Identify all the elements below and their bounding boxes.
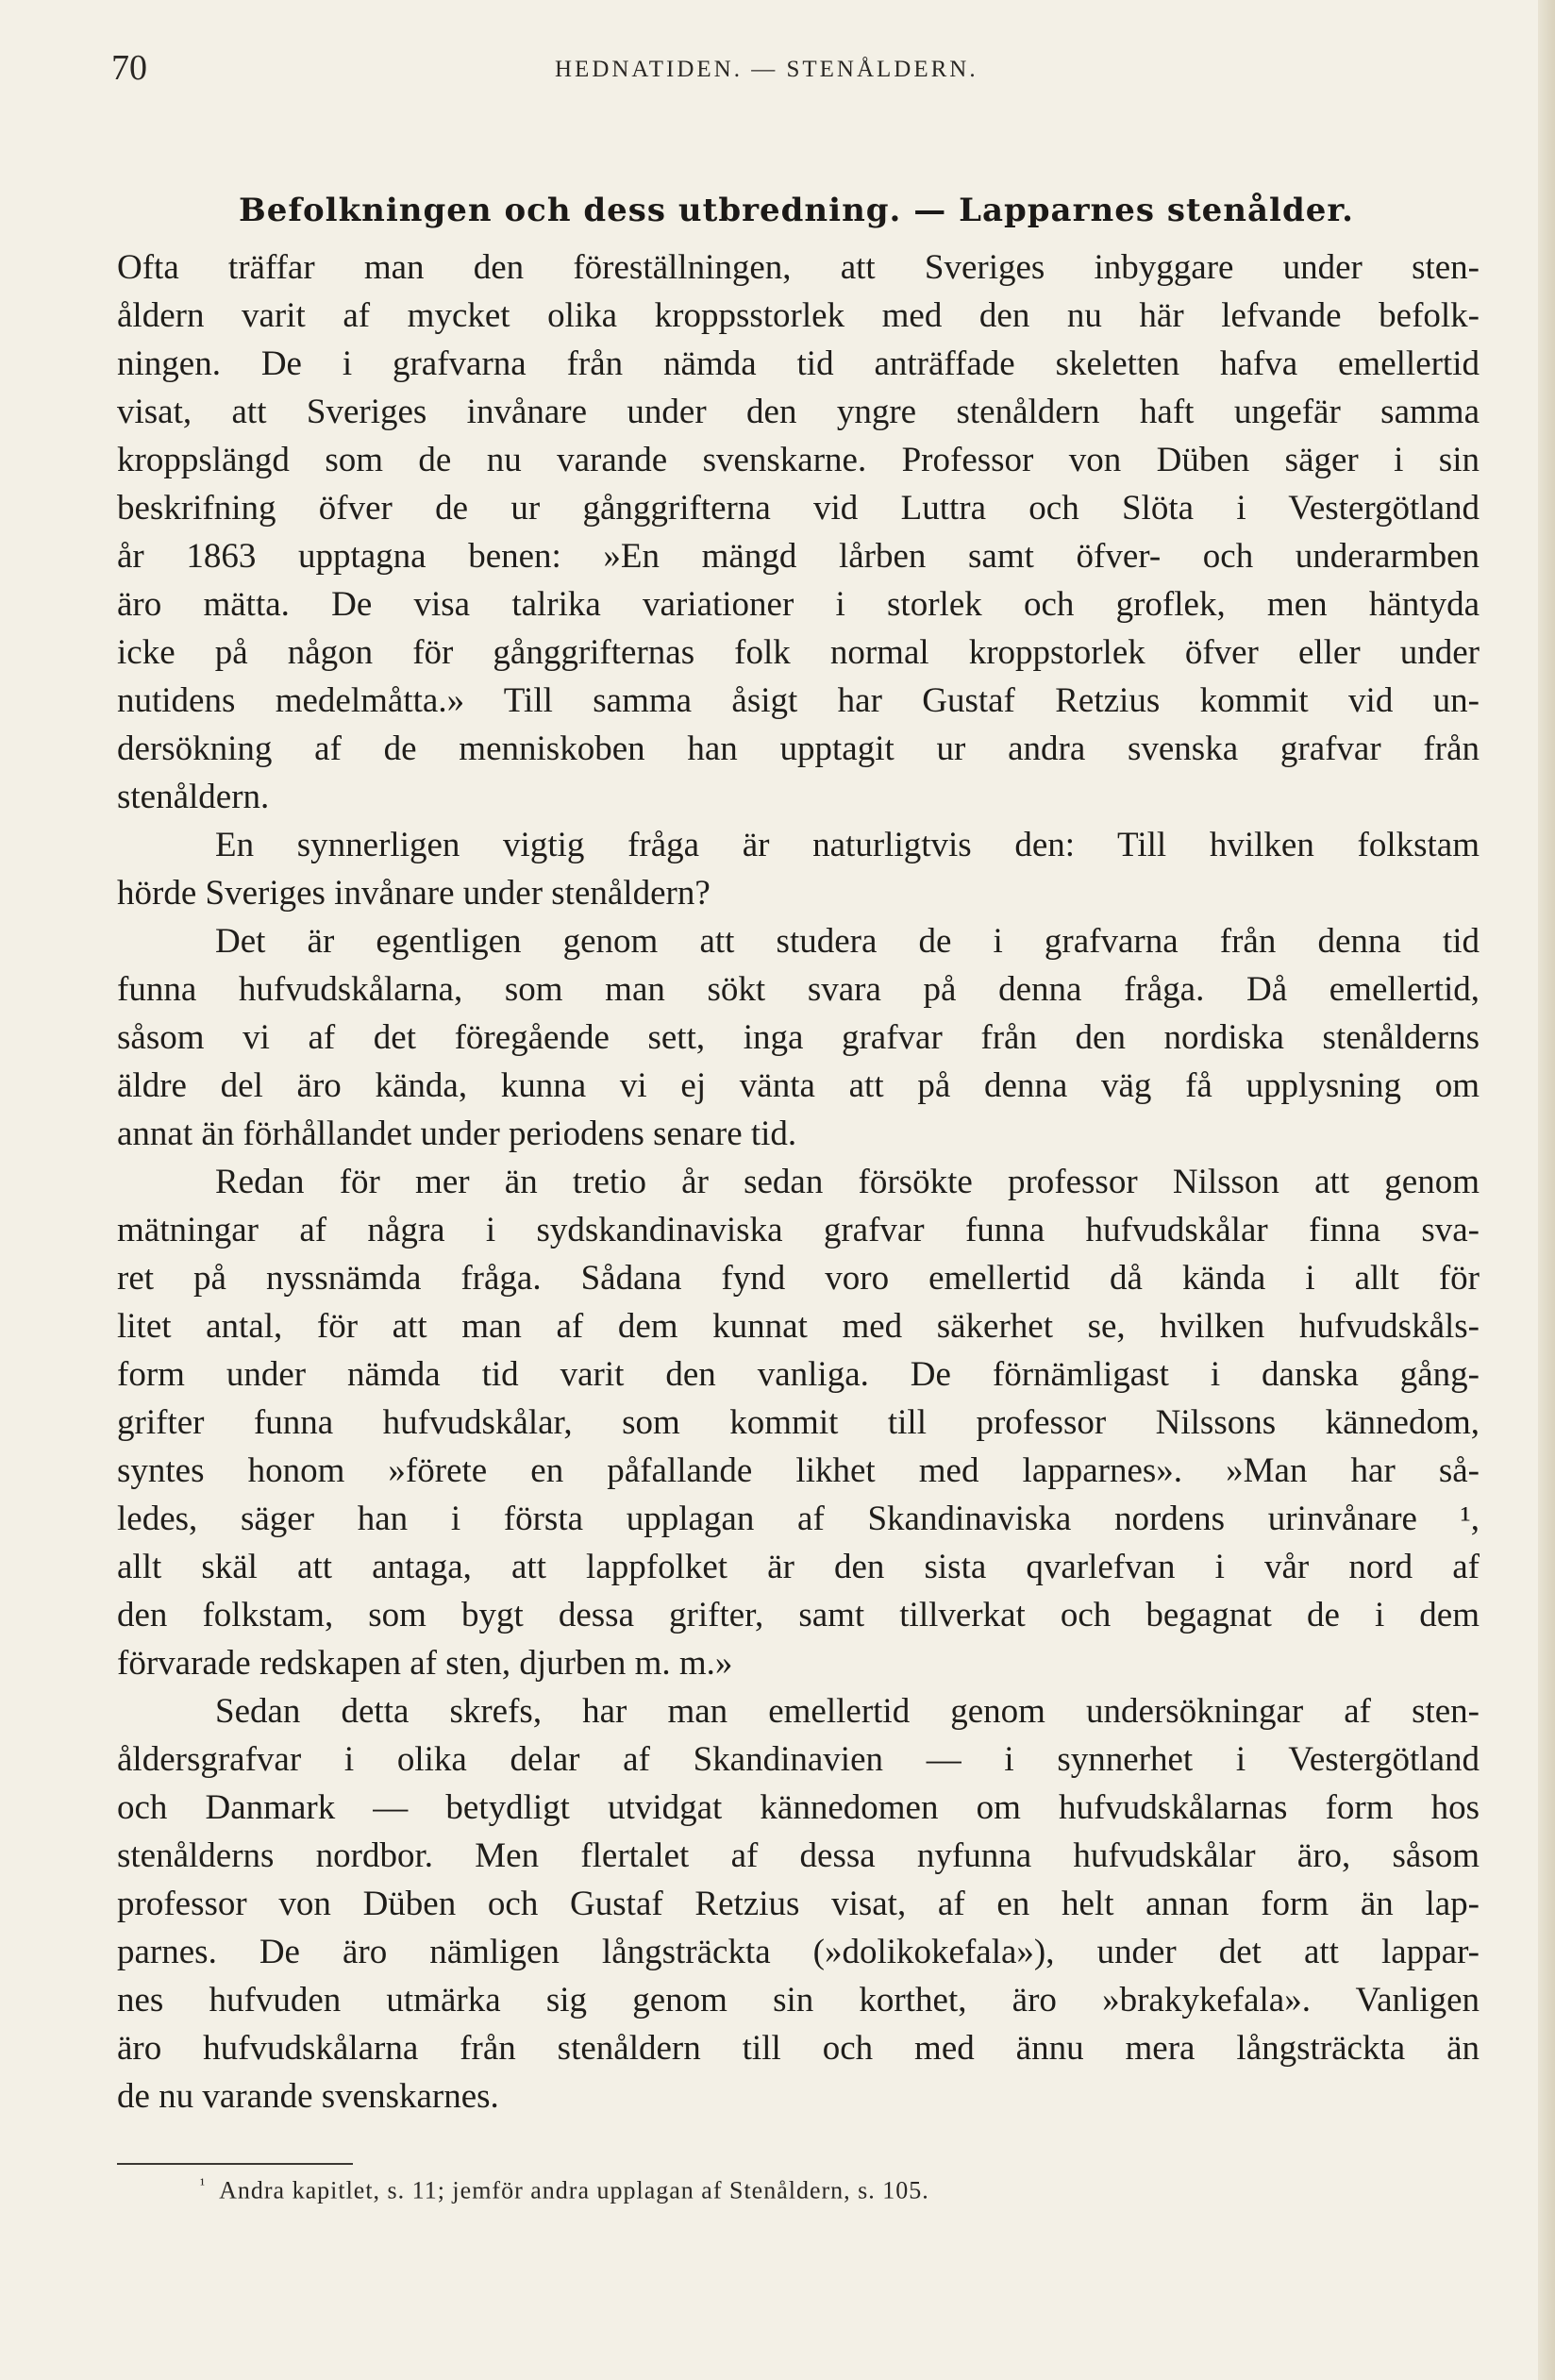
text-line: Redan för mer än tretio år sedan försökte professor Nilsson att genom [215, 1163, 1480, 1201]
text-line: En synnerligen vigtig fråga är naturligtvis den: Till hvilken folkstam [215, 826, 1480, 864]
text-line: såsom vi af det föregående sett, inga grafvar från den nordiska stenålderns [117, 1018, 1480, 1057]
footnote-text: Andra kapitlet, s. 11; jemför andra upplagan af Stenåldern, s. 105. [219, 2176, 929, 2204]
text-line: äro hufvudskålarna från stenåldern till och med ännu mera långsträckta än [117, 2029, 1480, 2068]
footnote-marker: ¹ [200, 2175, 207, 2193]
text-line: stenåldern. [117, 778, 270, 816]
paragraph [117, 1687, 1480, 2120]
text-line: stenålderns nordbor. Men flertalet af dessa nyfunna hufvudskålar äro, såsom [117, 1836, 1480, 1875]
text-line: dersökning af de menniskoben han upptagit ur andra svenska grafvar från [117, 729, 1480, 768]
text-line: åldern varit af mycket olika kroppsstorlek med den nu här lefvande befolk- [117, 296, 1480, 335]
text-line: funna hufvudskålarna, som man sökt svara på denna fråga. Då emellertid, [117, 970, 1480, 1009]
running-title: HEDNATIDEN. — STENÅLDERN. [555, 57, 978, 82]
text-line: åldersgrafvar i olika delar af Skandinavien — i synnerhet i Vestergötland [117, 1740, 1480, 1779]
text-line: allt skäl att antaga, att lappfolket är den sista qvarlefvan i vår nord af [117, 1548, 1480, 1586]
text-line: beskrifning öfver de ur gånggrifterna vid Luttra och Slöta i Vestergötland [117, 489, 1480, 528]
page-number: 70 [111, 48, 147, 88]
text-line: de nu varande svenskarnes. [117, 2077, 499, 2116]
running-head [111, 47, 1489, 104]
text-line: ledes, säger han i första upplagan af Skandinaviska nordens urinvånare ¹, [117, 1500, 1480, 1538]
text-line: hörde Sveriges invånare under stenåldern? [117, 874, 711, 913]
text-line: ningen. De i grafvarna från nämda tid anträffade skeletten hafva emellertid [117, 344, 1480, 383]
page-edge-shadow [1538, 0, 1555, 2380]
footnote [200, 2175, 929, 2205]
text-line: Ofta träffar man den föreställningen, att Sveriges inbyggare under sten- [117, 248, 1480, 287]
text-line: nes hufvuden utmärka sig genom sin korthet, äro »brakykefala». Vanligen [117, 1981, 1480, 2020]
paragraph [117, 821, 1480, 917]
text-line: mätningar af några i sydskandinaviska grafvar funna hufvudskålar finna sva- [117, 1211, 1480, 1249]
text-line: äldre del äro kända, kunna vi ej vänta att på denna väg få upplysning om [117, 1066, 1480, 1105]
text-line: den folkstam, som bygt dessa grifter, samt tillverkat och begagnat de i dem [117, 1596, 1480, 1634]
paragraph [117, 917, 1480, 1158]
text-line: och Danmark — betydligt utvidgat kännedomen om hufvudskålarnas form hos [117, 1788, 1480, 1827]
text-line: ret på nyssnämda fråga. Sådana fynd voro emellertid då kända i allt för [117, 1259, 1480, 1298]
text-line: annat än förhållandet under periodens senare tid. [117, 1115, 797, 1153]
text-line: år 1863 upptagna benen: »En mängd lårben samt öfver- och underarmben [117, 537, 1480, 576]
text-line: grifter funna hufvudskålar, som kommit till professor Nilssons kännedom, [117, 1403, 1480, 1442]
text-line: professor von Düben och Gustaf Retzius visat, af en helt annan form än lap- [117, 1885, 1480, 1923]
text-line: äro mätta. De visa talrika variationer i storlek och groflek, men häntyda [117, 585, 1480, 624]
body-text [117, 243, 1480, 2120]
section-heading: Befolkningen och dess utbredning. — Lapparnes stenålder. [238, 192, 1355, 229]
text-line: Det är egentligen genom att studera de i grafvarna från denna tid [215, 922, 1480, 961]
text-line: litet antal, för att man af dem kunnat med säkerhet se, hvilken hufvudskåls- [117, 1307, 1480, 1346]
text-line: icke på någon för gånggrifternas folk normal kroppstorlek öfver eller under [117, 633, 1480, 672]
text-line: kroppslängd som de nu varande svenskarne. Professor von Düben säger i sin [117, 441, 1480, 479]
text-line: form under nämda tid varit den vanliga. De förnämligast i danska gång- [117, 1355, 1480, 1394]
paragraph [117, 1158, 1480, 1687]
paragraph [117, 243, 1480, 821]
footnote-rule [117, 2163, 353, 2165]
text-line: nutidens medelmåtta.» Till samma åsigt har Gustaf Retzius kommit vid un- [117, 681, 1480, 720]
text-line: parnes. De äro nämligen långsträckta (»dolikokefala»), under det att lappar- [117, 1933, 1480, 1971]
text-line: förvarade redskapen af sten, djurben m. m.» [117, 1644, 733, 1683]
text-line: syntes honom »förete en påfallande likhet med lapparnes». »Man har så- [117, 1451, 1480, 1490]
text-line: visat, att Sveriges invånare under den yngre stenåldern haft ungefär samma [117, 393, 1480, 431]
text-line: Sedan detta skrefs, har man emellertid genom undersökningar af sten- [215, 1692, 1480, 1731]
